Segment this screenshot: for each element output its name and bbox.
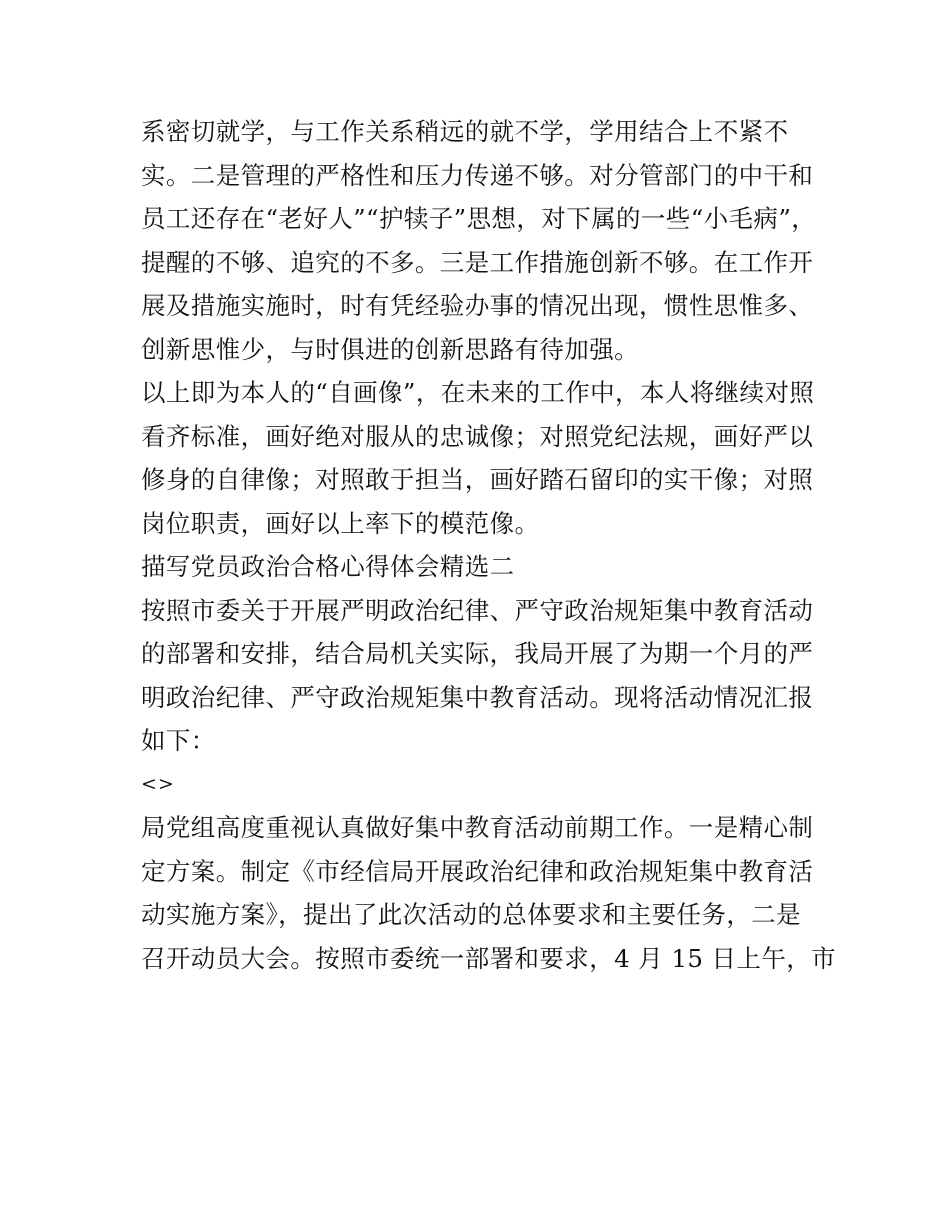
text-line: 创新思惟少，与时俱进的创新思路有待加强。: [141, 334, 639, 364]
paragraph: [141, 110, 821, 371]
section-heading: 描写党员政治合格心得体会精选二: [141, 552, 515, 581]
text-line: 动实施方案》，提出了此次活动的总体要求和主要任务，二是: [141, 900, 802, 929]
text-line: 如下：: [141, 726, 216, 755]
text-line: 员工还存在“老好人”“护犊子”思想，对下属的一些“小毛病”，: [141, 204, 817, 233]
text-line: 以上即为本人的“自画像”，在未来的工作中，本人将继续对照: [141, 378, 815, 407]
text-line: 实。二是管理的严格性和压力传递不够。对分管部门的中干和: [141, 160, 814, 190]
text-line: 局党组高度重视认真做好集中教育活动前期工作。一是精心制: [141, 813, 814, 842]
paragraph: [141, 589, 821, 763]
document-body: [141, 110, 837, 980]
paragraph: [141, 371, 821, 545]
paragraph: [141, 806, 837, 980]
text-line: 系密切就学，与工作关系稍远的就不学，学用结合上不紧不: [141, 117, 789, 146]
text-line: 岗位职责，画好以上率下的模范像。: [141, 508, 540, 538]
text-line: 修身的自律像；对照敢于担当，画好踏石留印的实干像；对照: [141, 465, 814, 494]
text-line: 按照市委关于开展严明政治纪律、严守政治规矩集中教育活动: [141, 595, 814, 625]
text-line: 看齐标准，画好绝对服从的忠诚像；对照党纪法规，画好严以: [141, 421, 814, 451]
text-line: 展及措施实施时，时有凭经验办事的情况出现，惯性思惟多、: [141, 291, 814, 320]
text-line: 的部署和安排，结合局机关实际，我局开展了为期一个月的严: [141, 639, 814, 668]
text-line: 定方案。制定《市经信局开展政治纪律和政治规矩集中教育活: [141, 856, 814, 886]
text-line: 召开动员大会。按照市委统一部署和要求，4 月 15 日上午，市: [141, 943, 837, 973]
text-line: 提醒的不够、追究的不多。三是工作措施创新不够。在工作开: [141, 247, 814, 277]
section-marker: <>: [141, 772, 175, 795]
text-line: 明政治纪律、严守政治规矩集中教育活动。现将活动情况汇报: [141, 682, 814, 712]
